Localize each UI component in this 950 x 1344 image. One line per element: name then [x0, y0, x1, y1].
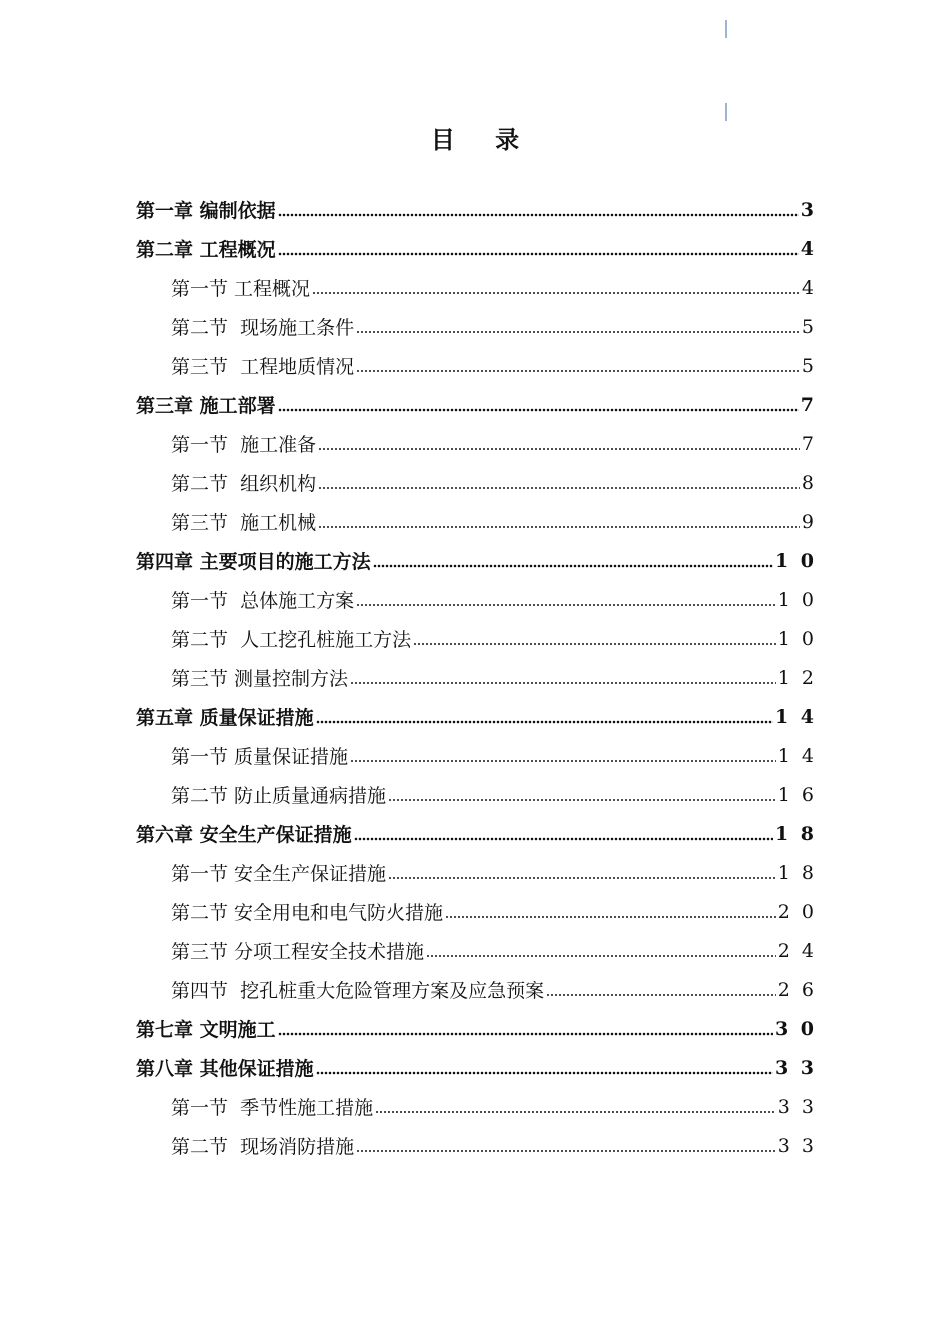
toc-section-entry[interactable]: [0, 931, 950, 970]
toc-entry-label: 第三节 施工机械: [171, 512, 317, 534]
toc-dot-leader: [388, 798, 776, 802]
toc-page-number: 3 3: [777, 1134, 817, 1157]
toc-dot-leader: [356, 369, 800, 373]
toc-page-number: 2 4: [777, 939, 817, 962]
toc-page-number: 1 8: [774, 822, 817, 845]
toc-page-number: 3 0: [774, 1017, 817, 1040]
toc-section-entry[interactable]: [0, 502, 950, 541]
toc-page-number: 1 8: [777, 861, 817, 884]
toc-page-number: 1 6: [777, 783, 817, 806]
toc-dot-leader: [388, 876, 776, 880]
toc-page-number: 1 4: [774, 705, 817, 728]
toc-page-number: 2 6: [777, 978, 817, 1001]
toc-entry-label: 第八章 其他保证措施: [136, 1058, 314, 1080]
toc-dot-leader: [413, 642, 776, 646]
toc-page-number: 5: [801, 315, 817, 338]
toc-dot-leader: [546, 993, 776, 997]
toc-dot-leader: [356, 330, 800, 334]
toc-dot-leader: [318, 525, 800, 529]
toc-entry-label: 第一节 季节性施工措施: [171, 1097, 374, 1119]
toc-page-number: 5: [801, 354, 817, 377]
toc-page-number: 9: [801, 510, 817, 533]
toc-section-entry[interactable]: [0, 970, 950, 1009]
toc-dot-leader: [356, 1149, 776, 1153]
toc-entry-label: 第三节 分项工程安全技术措施: [171, 941, 425, 963]
toc-section-entry[interactable]: [0, 268, 950, 307]
toc-dot-leader: [426, 954, 776, 958]
toc-entry-label: 第一节 质量保证措施: [171, 746, 349, 768]
toc-page-number: 7: [800, 393, 817, 416]
toc-section-entry[interactable]: [0, 346, 950, 385]
toc-section-entry[interactable]: [0, 580, 950, 619]
toc-section-entry[interactable]: [0, 853, 950, 892]
header-margin-mark: [725, 103, 727, 121]
toc-page-number: 2 0: [777, 900, 817, 923]
toc-chapter-entry[interactable]: [0, 814, 950, 853]
toc-entry-label: 第三节 工程地质情况: [171, 356, 355, 378]
toc-entry-label: 第七章 文明施工: [136, 1019, 276, 1041]
toc-dot-leader: [375, 1110, 776, 1114]
toc-entry-label: 第四节 挖孔桩重大危险管理方案及应急预案: [171, 980, 545, 1002]
toc-page-number: 1 0: [777, 627, 817, 650]
toc-dot-leader: [350, 681, 776, 685]
toc-entry-label: 第一节 施工准备: [171, 434, 317, 456]
toc-chapter-entry[interactable]: [0, 541, 950, 580]
toc-section-entry[interactable]: [0, 424, 950, 463]
toc-page-number: 4: [800, 237, 817, 260]
toc-dot-leader: [373, 564, 773, 568]
toc-dot-leader: [318, 447, 800, 451]
toc-page-number: 3 3: [777, 1095, 817, 1118]
toc-dot-leader: [354, 837, 773, 841]
toc-page-number: 8: [801, 471, 817, 494]
toc-section-entry[interactable]: [0, 1087, 950, 1126]
toc-entry-label: 第三节 测量控制方法: [171, 668, 349, 690]
toc-entry-label: 第六章 安全生产保证措施: [136, 824, 352, 846]
toc-section-entry[interactable]: [0, 892, 950, 931]
toc-entry-label: 第二节 人工挖孔桩施工方法: [171, 629, 412, 651]
toc-entry-label: 第二节 现场消防措施: [171, 1136, 355, 1158]
header-margin-mark: [725, 20, 727, 38]
toc-chapter-entry[interactable]: [0, 229, 950, 268]
toc-chapter-entry[interactable]: [0, 190, 950, 229]
toc-entry-label: 第五章 质量保证措施: [136, 707, 314, 729]
toc-entry-label: 第一节 总体施工方案: [171, 590, 355, 612]
toc-entry-label: 第四章 主要项目的施工方法: [136, 551, 371, 573]
toc-page-number: 1 2: [777, 666, 817, 689]
toc-dot-leader: [316, 1071, 773, 1075]
toc-section-entry[interactable]: [0, 463, 950, 502]
toc-section-entry[interactable]: [0, 775, 950, 814]
toc-dot-leader: [278, 408, 799, 412]
toc-entry-label: 第二节 防止质量通病措施: [171, 785, 387, 807]
toc-dot-leader: [278, 252, 799, 256]
toc-entry-label: 第二章 工程概况: [136, 239, 276, 261]
toc-section-entry[interactable]: [0, 307, 950, 346]
toc-dot-leader: [445, 915, 776, 919]
toc-dot-leader: [356, 603, 776, 607]
toc-page-number: 1 4: [777, 744, 817, 767]
toc-dot-leader: [316, 720, 773, 724]
toc-page-number: 3 3: [774, 1056, 817, 1079]
toc-page-number: 3: [800, 198, 817, 221]
toc-chapter-entry[interactable]: [0, 697, 950, 736]
toc-entry-label: 第二节 安全用电和电气防火措施: [171, 902, 444, 924]
table-of-contents: [0, 190, 950, 1165]
toc-section-entry[interactable]: [0, 658, 950, 697]
toc-dot-leader: [318, 486, 800, 490]
toc-entry-label: 第一节 工程概况: [171, 278, 311, 300]
toc-page-number: 7: [801, 432, 817, 455]
toc-dot-leader: [312, 291, 800, 295]
toc-title: 目 录: [430, 125, 536, 154]
toc-page-number: 1 0: [774, 549, 817, 572]
toc-section-entry[interactable]: [0, 1126, 950, 1165]
toc-entry-label: 第二节 现场施工条件: [171, 317, 355, 339]
toc-entry-label: 第一节 安全生产保证措施: [171, 863, 387, 885]
toc-entry-label: 第二节 组织机构: [171, 473, 317, 495]
toc-chapter-entry[interactable]: [0, 1009, 950, 1048]
toc-dot-leader: [278, 1032, 773, 1036]
toc-dot-leader: [278, 213, 799, 217]
toc-entry-label: 第一章 编制依据: [136, 200, 276, 222]
toc-section-entry[interactable]: [0, 736, 950, 775]
toc-page-number: 4: [801, 276, 817, 299]
toc-entry-label: 第三章 施工部署: [136, 395, 276, 417]
toc-chapter-entry[interactable]: [0, 385, 950, 424]
toc-section-entry[interactable]: [0, 619, 950, 658]
toc-dot-leader: [350, 759, 776, 763]
toc-chapter-entry[interactable]: [0, 1048, 950, 1087]
toc-page-number: 1 0: [777, 588, 817, 611]
